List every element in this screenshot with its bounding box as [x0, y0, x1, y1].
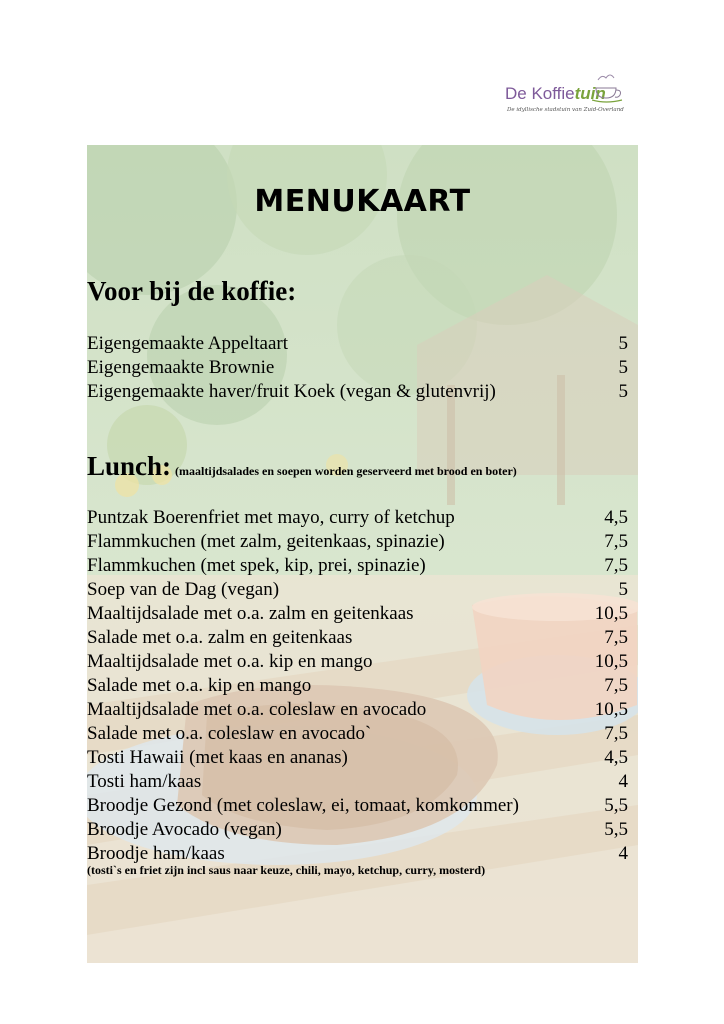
menu-item-name: Eigengemaakte haver/fruit Koek (vegan & glutenvrij): [87, 381, 496, 402]
menu-item: [87, 380, 628, 404]
section-heading-text: Voor bij de koffie:: [87, 276, 297, 306]
menu-item: [87, 530, 628, 554]
menu-item: [87, 602, 628, 626]
menu-item-name: Broodje Avocado (vegan): [87, 819, 282, 840]
menu-item-price: 7,5: [604, 675, 628, 696]
menu-item-name: Flammkuchen (met spek, kip, prei, spinazie): [87, 555, 426, 576]
logo-prefix: De: [505, 84, 532, 103]
coffee-cup-icon: [592, 74, 626, 104]
menu-item: [87, 554, 628, 578]
menu-item-name: Soep van de Dag (vegan): [87, 579, 280, 600]
menu-item: [87, 332, 628, 356]
menu-item-price: 4: [618, 843, 628, 864]
menu-item-price: 4: [618, 771, 628, 792]
menu-item-name: Maaltijdsalade met o.a. zalm en geitenkaas: [87, 603, 414, 624]
menu-item-price: 10,5: [594, 651, 628, 672]
menu-item: [87, 626, 628, 650]
menu-item-name: Broodje Gezond (met coleslaw, ei, tomaat, komkommer): [87, 795, 519, 816]
menu-item-name: Broodje ham/kaas: [87, 843, 225, 864]
menu-item-price: 5: [618, 579, 628, 600]
menu-item-price: 5,5: [604, 795, 628, 816]
menu-item-price: 7,5: [604, 531, 628, 552]
menu-item-price: 4,5: [604, 507, 628, 528]
menu-item: [87, 722, 628, 746]
logo-koffie: Koffie: [531, 84, 575, 103]
menu-item-name: Tosti Hawaii (met kaas en ananas): [87, 747, 348, 768]
menu-item-name: Salade met o.a. kip en mango: [87, 675, 312, 696]
menu-item-name: Salade met o.a. coleslaw en avocado`: [87, 723, 372, 744]
menu-item: [87, 356, 628, 380]
section-heading-text: Lunch:: [87, 451, 172, 481]
section-heading-koffie: [87, 276, 296, 307]
menu-item-price: 4,5: [604, 747, 628, 768]
section-heading-lunch: [87, 451, 517, 482]
menu-item-name: Maaltijdsalade met o.a. kip en mango: [87, 651, 373, 672]
menu-item-price: 7,5: [604, 555, 628, 576]
menu-item-name: Maaltijdsalade met o.a. coleslaw en avocado: [87, 699, 427, 720]
menu-item-price: 5,5: [604, 819, 628, 840]
menu-item: [87, 578, 628, 602]
menu-item: [87, 650, 628, 674]
section-note: (maaltijdsalades en soepen worden geserveerd met brood en boter): [175, 464, 517, 478]
footnote: (tosti`s en friet zijn incl saus naar keuze, chili, mayo, ketchup, curry, mosterd): [87, 863, 486, 877]
menu-item: [87, 674, 628, 698]
logo-wordmark: [505, 84, 606, 104]
menu-item-price: 5: [618, 333, 628, 354]
logo-tuin: tuin: [574, 84, 606, 103]
menu-item: [87, 818, 628, 842]
menu-item-name: Salade met o.a. zalm en geitenkaas: [87, 627, 353, 648]
menu-item: [87, 698, 628, 722]
menu-item-price: 10,5: [594, 603, 628, 624]
menu-item: [87, 770, 628, 794]
menu-item: [87, 794, 628, 818]
menu-item-name: Puntzak Boerenfriet met mayo, curry of ketchup: [87, 507, 455, 528]
koffietuin-logo: [500, 74, 630, 124]
menu-item-name: Eigengemaakte Appeltaart: [87, 333, 288, 354]
menu-item: [87, 746, 628, 770]
menu-item-price: 10,5: [594, 699, 628, 720]
menu-item-price: 5: [618, 381, 628, 402]
menu-item-price: 7,5: [604, 723, 628, 744]
menu-item: [87, 506, 628, 530]
page-title: MENUKAART: [254, 184, 471, 219]
menu-item-price: 7,5: [604, 627, 628, 648]
menu-item-name: Tosti ham/kaas: [87, 771, 202, 792]
menu-item-name: Flammkuchen (met zalm, geitenkaas, spinazie): [87, 531, 445, 552]
menu-item-price: 5: [618, 357, 628, 378]
menu-item-name: Eigengemaakte Brownie: [87, 357, 275, 378]
logo-tagline: De idyllische stadstuin van Zuid-Overland: [507, 107, 624, 113]
